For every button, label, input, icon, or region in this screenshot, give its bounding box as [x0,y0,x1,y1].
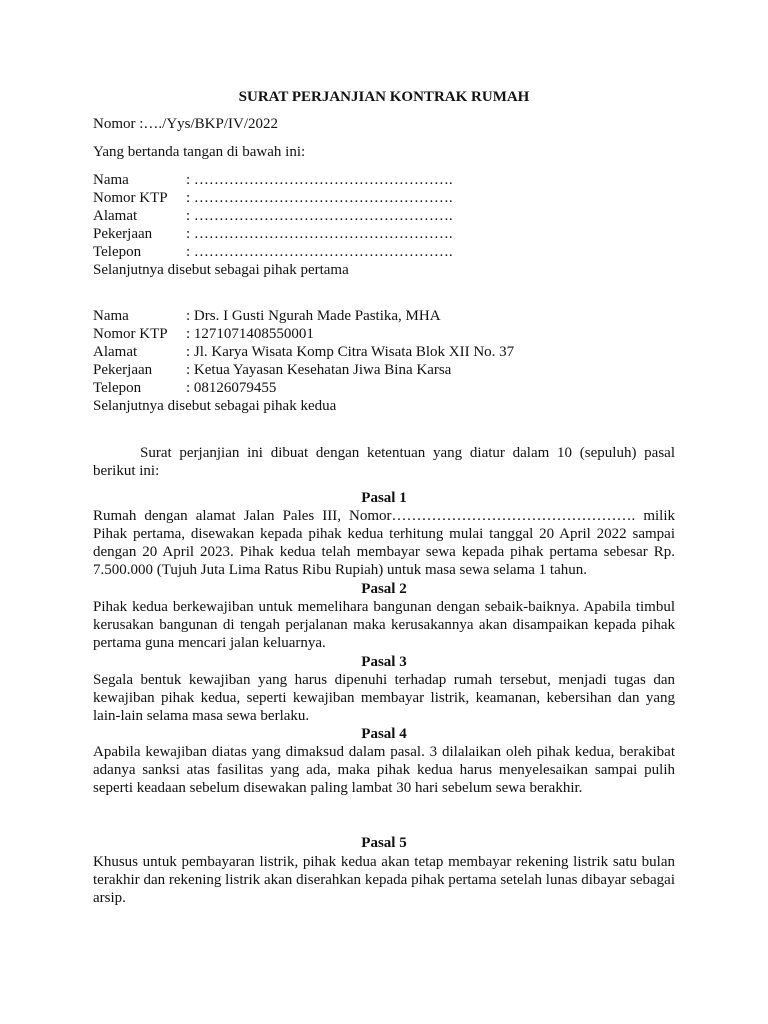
pasal-3-heading: Pasal 3 [361,654,407,670]
preamble-paragraph: Surat perjanjian ini dibuat dengan ketentuan yang diatur dalam 10 (sepuluh) pasal berikut ini: [93,445,675,479]
pasal-3-text: Segala bentuk kewajiban yang harus dipenuhi terhadap rumah tersebut, menjadi tugas dan kewajiban pihak kedua, seperti kewajiban membayar listrik, keamanan, kebersihan dan yang lain-lain selama masa sewa berlaku. [93,672,675,724]
pasal-1-heading: Pasal 1 [361,490,407,506]
field-label: Nomor KTP [93,190,168,206]
field-label: Nama [93,172,129,188]
field-value: : ……………………………………………. [186,244,453,260]
field-label: Nama [93,308,129,324]
document-title: SURAT PERJANJIAN KONTRAK RUMAH [238,89,530,105]
field-value: : Ketua Yayasan Kesehatan Jiwa Bina Karsa [186,362,452,378]
field-label: Pekerjaan [93,226,153,242]
field-label: Alamat [93,344,138,360]
pasal-5-heading: Pasal 5 [361,835,407,851]
party1-note: Selanjutnya disebut sebagai pihak pertama [93,262,349,278]
pasal-5-text: Khusus untuk pembayaran listrik, pihak kedua akan tetap membayar rekening listrik satu bulan terakhir dan rekening listrik akan diserahkan kepada pihak pertama setelah lunas dibayar sebagai arsip. [93,854,675,906]
pasal-4-text: Apabila kewajiban diatas yang dimaksud dalam pasal. 3 dilalaikan oleh pihak kedua, berakibat adanya sanksi atas fasilitas yang ada, maka pihak kedua harus menyelesaikan sampai pulih seperti keadaan sebelum disewakan paling lambat 30 hari sebelum sewa berakhir. [93,744,675,796]
intro-text: Yang bertanda tangan di bawah ini: [93,144,306,160]
document-number: Nomor :…./Yys/BKP/IV/2022 [93,116,279,132]
field-label: Alamat [93,208,138,224]
field-label: Nomor KTP [93,326,168,342]
field-value: : ……………………………………………. [186,172,453,188]
pasal-2-heading: Pasal 2 [361,581,407,597]
party2-note: Selanjutnya disebut sebagai pihak kedua [93,398,337,414]
pasal-1-text: Rumah dengan alamat Jalan Pales III, Nomor…………………………………………. milik Pihak pertama, disewakan kepada pihak kedua terhitung mulai tanggal 20 April 2022 sampai dengan 20 April 2023. Pihak kedua telah membayar sewa kepada pihak pertama sebesar Rp. 7.500.000 (Tujuh Juta Lima Ratus Ribu Rupiah) untuk masa sewa selama 1 tahun. [93,508,675,578]
field-value: : 08126079455 [186,380,277,396]
field-value: : ……………………………………………. [186,226,453,242]
field-label: Telepon [93,244,142,260]
field-value: : Drs. I Gusti Ngurah Made Pastika, MHA [186,308,441,324]
field-label: Pekerjaan [93,362,153,378]
field-value: : 1271071408550001 [186,326,314,342]
field-value: : Jl. Karya Wisata Komp Citra Wisata Blok XII No. 37 [186,344,515,360]
field-value: : ……………………………………………. [186,208,453,224]
field-value: : ……………………………………………. [186,190,453,206]
pasal-2-text: Pihak kedua berkewajiban untuk memelihara bangunan dengan sebaik-baiknya. Apabila timbul kerusakan bangunan di tengah perjalanan maka kerusakannya akan disampaikan kepada pihak pertama guna mencari jalan keluarnya. [93,599,675,651]
pasal-4-heading: Pasal 4 [361,726,407,742]
field-label: Telepon [93,380,142,396]
